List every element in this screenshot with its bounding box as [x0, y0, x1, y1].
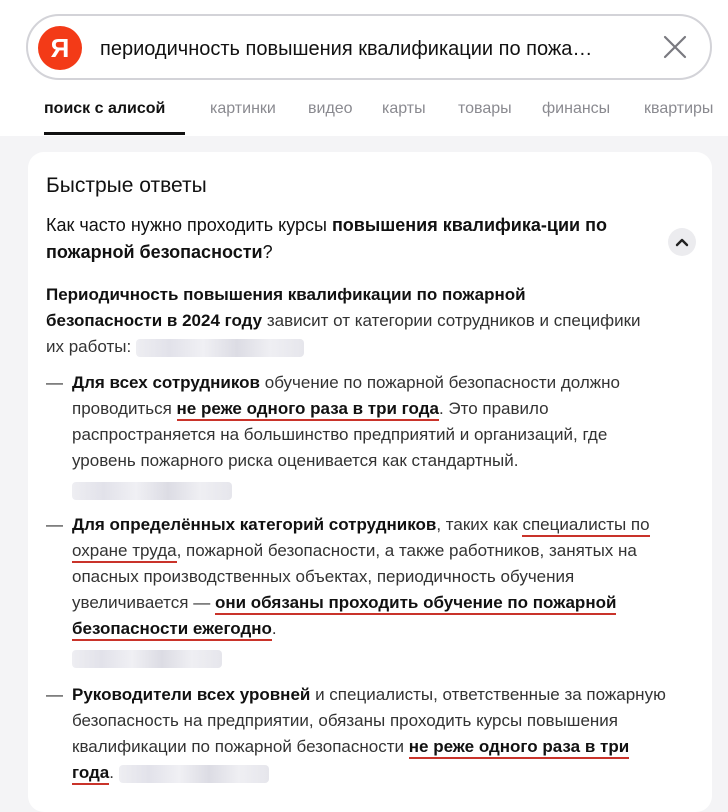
tab-maps[interactable]: карты: [382, 100, 426, 117]
intro-paragraph: [46, 282, 646, 360]
source-link-blurred[interactable]: [72, 650, 222, 668]
tab-video[interactable]: видео: [308, 100, 353, 117]
search-box[interactable]: [26, 14, 712, 80]
tab-alice-search[interactable]: поиск с алисой: [44, 100, 166, 117]
bullet-underlined: специалисты по охране труда: [72, 515, 650, 563]
quick-answers-card: [28, 152, 712, 812]
tab-images[interactable]: картинки: [210, 100, 276, 117]
bullet-emphasis: не реже одного раза в три года: [177, 399, 439, 421]
question-plain: Как часто нужно проходить курсы: [46, 215, 332, 235]
yandex-logo[interactable]: Я: [38, 26, 82, 70]
bullet-lead: Для всех сотрудников: [72, 373, 261, 392]
question-end: ?: [262, 242, 273, 262]
bullet-text: .: [271, 619, 277, 638]
card-title: Быстрые ответы: [46, 174, 207, 197]
source-link-blurred[interactable]: [119, 765, 269, 783]
active-tab-indicator: [44, 132, 185, 135]
bullet-text: обучение по пожарной безопасности должно проводиться: [72, 373, 620, 418]
search-tabs: [0, 96, 728, 136]
bullet-emphasis: они обязаны проходить обучение по пожарной безопасности ежегодно: [72, 593, 616, 641]
bullet-text: и специалисты, ответственные за пожарную безопасность на предприятии, обязаны проходить курсы повышения квалификации по пожарной безопасности: [72, 685, 666, 756]
tab-apartments[interactable]: квартиры: [644, 100, 714, 117]
source-link-blurred[interactable]: [136, 339, 304, 357]
bullet-text: , таких как: [436, 515, 523, 534]
bullet-lead: Для определённых категорий сотрудников: [72, 515, 437, 534]
bullet-text: , пожарной безопасности, а также работников, занятых на опасных производственных объектах, периодичность обучения увеличивается —: [72, 541, 637, 612]
chevron-up-icon: [675, 236, 689, 248]
source-link-blurred[interactable]: [72, 482, 232, 500]
bullet-text: .: [109, 763, 114, 782]
bullet-dash: —: [46, 685, 63, 704]
bullet-dash: —: [46, 515, 63, 534]
collapse-button[interactable]: [668, 228, 696, 256]
search-query[interactable]: периодичность повышения квалификации по пожа…: [100, 38, 593, 60]
bullet-dash: —: [46, 373, 63, 392]
tab-finance[interactable]: финансы: [542, 100, 611, 117]
question-text[interactable]: [46, 212, 636, 266]
question-bold: повышения квалифика-ции по пожарной безопасности: [46, 215, 607, 262]
search-header: [0, 0, 728, 136]
bullet-emphasis: не реже одного раза в три года: [72, 737, 629, 785]
intro-bold: Периодичность повышения квалификации по пожарной безопасности в 2024 году: [46, 285, 526, 330]
bullet-lead: Руководители всех уровней: [72, 685, 311, 704]
tab-goods[interactable]: товары: [458, 100, 512, 117]
intro-rest: зависит от категории сотрудников и специфики их работы:: [46, 311, 641, 356]
bullet-text: . Это правило распространяется на большинство предприятий и организаций, где уровень пожарного риска оценивается как стандартный.: [72, 399, 608, 470]
close-icon[interactable]: [660, 32, 690, 62]
